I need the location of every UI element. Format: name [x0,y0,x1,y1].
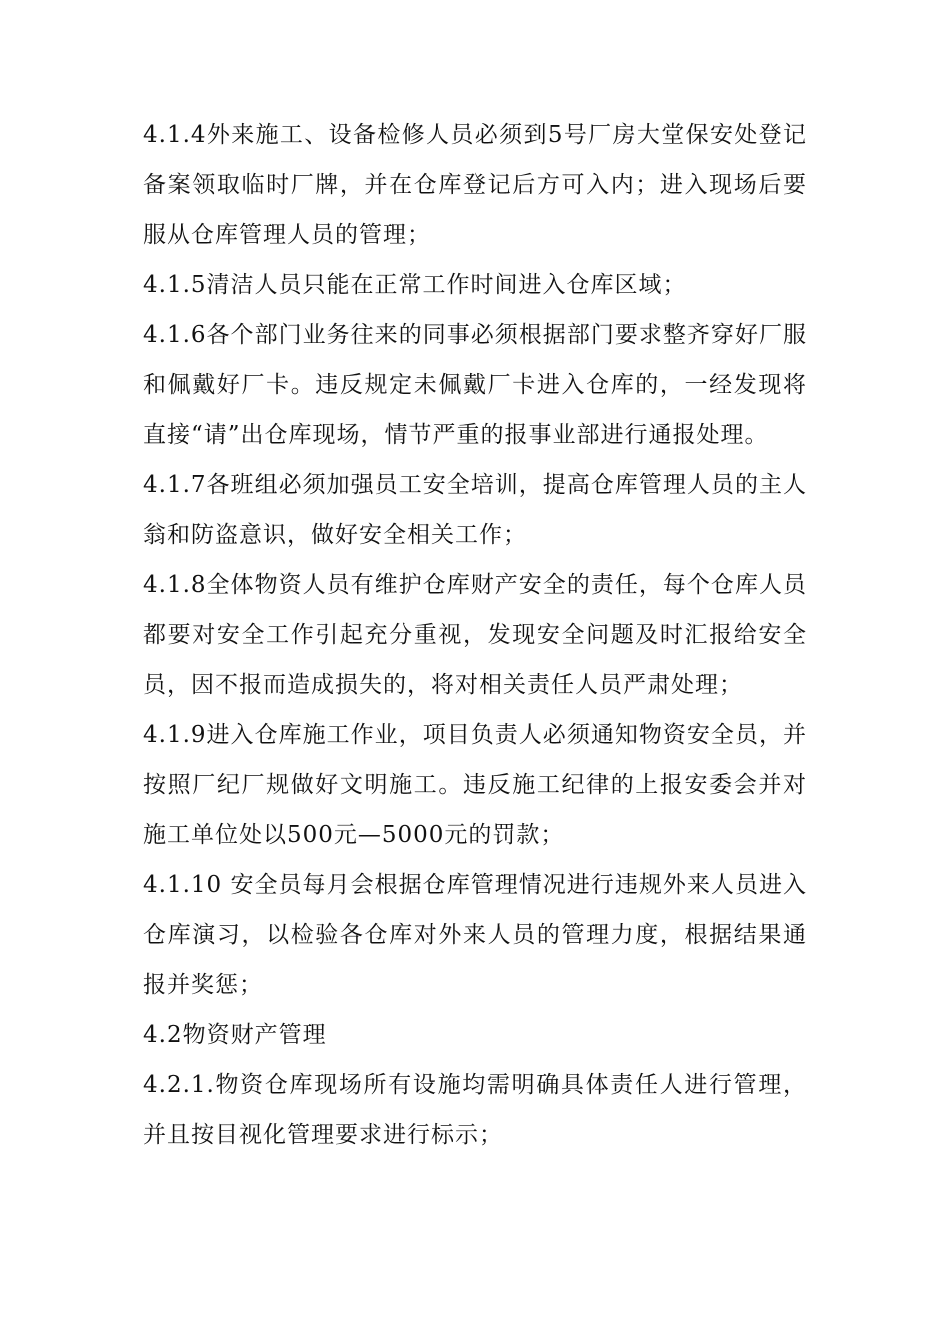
paragraph-4-1-7: 4.1.7各班组必须加强员工安全培训，提高仓库管理人员的主人翁和防盗意识，做好安全相关工作； [143,472,807,548]
paragraph-4-1-8: 4.1.8全体物资人员有维护仓库财产安全的责任，每个仓库人员都要对安全工作引起充分重视，发现安全问题及时汇报给安全员，因不报而造成损失的，将对相关责任人员严肃处理； [143,572,807,698]
section-heading-4-2: 4.2物资财产管理 [143,1022,327,1048]
paragraph-4-1-5: 4.1.5清洁人员只能在正常工作时间进入仓库区域； [143,272,687,298]
paragraph-4-1-10: 4.1.10 安全员每月会根据仓库管理情况进行违规外来人员进入仓库演习，以检验各仓库对外来人员的管理力度，根据结果通报并奖惩； [143,872,807,998]
paragraph-4-1-6: 4.1.6各个部门业务往来的同事必须根据部门要求整齐穿好厂服和佩戴好厂卡。违反规定未佩戴厂卡进入仓库的，一经发现将直接“请”出仓库现场，情节严重的报事业部进行通报处理。 [143,322,807,448]
document-body [143,110,807,1160]
paragraph-4-1-4: 4.1.4外来施工、设备检修人员必须到5号厂房大堂保安处登记备案领取临时厂牌，并在仓库登记后方可入内；进入现场后要服从仓库管理人员的管理； [143,122,807,248]
paragraph-4-2-1: 4.2.1.物资仓库现场所有设施均需明确具体责任人进行管理，并且按目视化管理要求进行标示； [143,1072,807,1148]
paragraph-4-1-9: 4.1.9进入仓库施工作业，项目负责人必须通知物资安全员，并按照厂纪厂规做好文明施工。违反施工纪律的上报安委会并对施工单位处以500元—5000元的罚款； [143,722,807,848]
